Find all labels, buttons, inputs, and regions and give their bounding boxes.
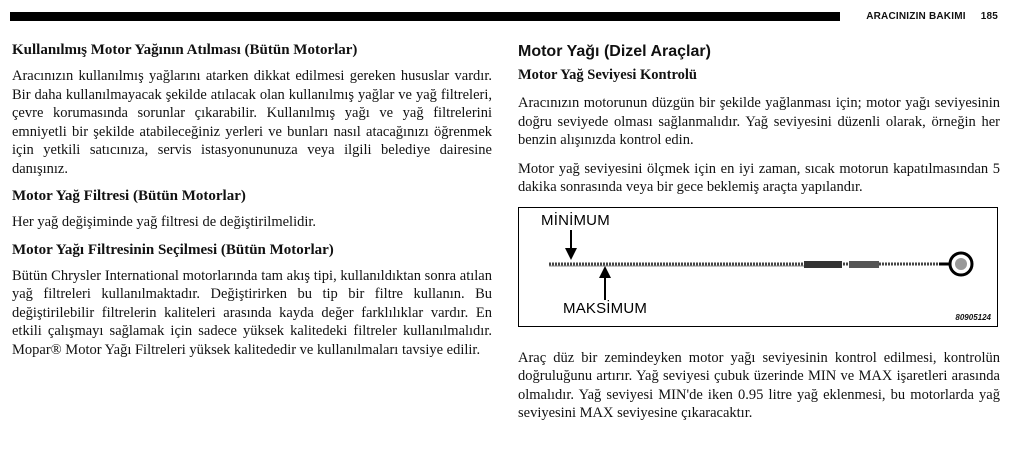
max-arrow-head <box>599 266 611 278</box>
right-column <box>518 42 1000 433</box>
heading-oil-filter-selection: Motor Yağı Filtresinin Seçilmesi (Bütün Motorlar) <box>12 241 334 258</box>
paragraph-used-oil-disposal: Aracınızın kullanılmış yağlarını atarken dikkat edilmesi gereken hususlar vardır. Bir daha kullanılmayacak şekilde atılacak olan kullanılmış yağlar ve yağ filtreleri, çevre korumasında sorunlar çıkarabilir. Kullanılmış yağı ve yağ filtrelerini emniyetli bir şekilde atabileceğiniz yerleri ve bunları nasıl atacağınızı öğrenmek için yetkili satıcınıza, servis istasyonununuza veya ilgili belediye dairesine danışınız. <box>12 68 492 177</box>
heading-oil-level-check: Motor Yağ Seviyesi Kontrolü <box>518 67 697 83</box>
paragraph-oil-filter-selection: Bütün Chrysler International motorlarında tam akış tipi, kullanıldıktan sonra atılan yağ filtreleri kullanılmaktadır. Değiştirirken bu tip bir filtre kullanın. Bu değiştirilebilir filtrelerin kaliteleri arasında kayda değer farklılıklar vardır. En etkili çalışmayı sağlamak için sadece yüksek kalitedeki filtreler kullanılmalıdır. Mopar® Motor Yağı Filtreleri yüksek kalitededir ve kullanılmaları tavsiye edilir. <box>12 267 492 358</box>
paragraph-oil-level-2: Motor yağ seviyesini ölçmek için en iyi zaman, sıcak motorun kapatılmasından 5 dakika sonrasında veya bir gece beklemiş araçta yapılandır. <box>518 160 1000 195</box>
dipstick-illustration <box>519 208 997 326</box>
dipstick-figure <box>518 207 998 327</box>
paragraph-oil-filter: Her yağ değişiminde yağ filtresi de değiştirilmelidir. <box>12 214 317 230</box>
section-name: ARACINIZIN BAKIMI <box>866 11 966 22</box>
dipstick-collar <box>804 261 842 268</box>
paragraph-oil-level-1: Aracınızın motorunun düzgün bir şekilde yağlanması için; motor yağı seviyesinin doğru seviyede olması sağlanmalıdır. Yağ seviyesini düzenli olarak, örneğin her benzin alışınızda kontrol edin. <box>518 95 1000 148</box>
figure-code: 80905124 <box>955 312 991 322</box>
paragraph-oil-level-3: Araç düz bir zemindeyken motor yağı seviyesinin kontrol edilmesi, kontrolün doğruluğunu artırır. Yağ seviyesi çubuk üzerinde MIN ve MAX işaretleri arasında olmalıdır. Yağ seviyesi MIN'de iken 0.95 litre yağ eklenmesi, bu motorlarda yağ seviyesini MAX seviyesine çıkaracaktır. <box>518 349 1000 421</box>
running-header <box>866 11 998 22</box>
heading-used-oil-disposal: Kullanılmış Motor Yağının Atılması (Bütün Motorlar) <box>12 42 358 58</box>
heading-diesel-oil: Motor Yağı (Dizel Araçlar) <box>518 43 711 60</box>
page-number: 185 <box>980 11 998 22</box>
dipstick-tube <box>849 261 879 268</box>
heading-oil-filter: Motor Yağ Filtresi (Bütün Motorlar) <box>12 188 246 204</box>
dipstick-handle-center <box>955 258 967 270</box>
header-bar <box>10 12 840 21</box>
left-column <box>12 42 492 369</box>
label-maximum: MAKSİMUM <box>563 299 648 317</box>
min-arrow-head <box>565 248 577 260</box>
label-minimum: MİNİMUM <box>541 211 610 229</box>
